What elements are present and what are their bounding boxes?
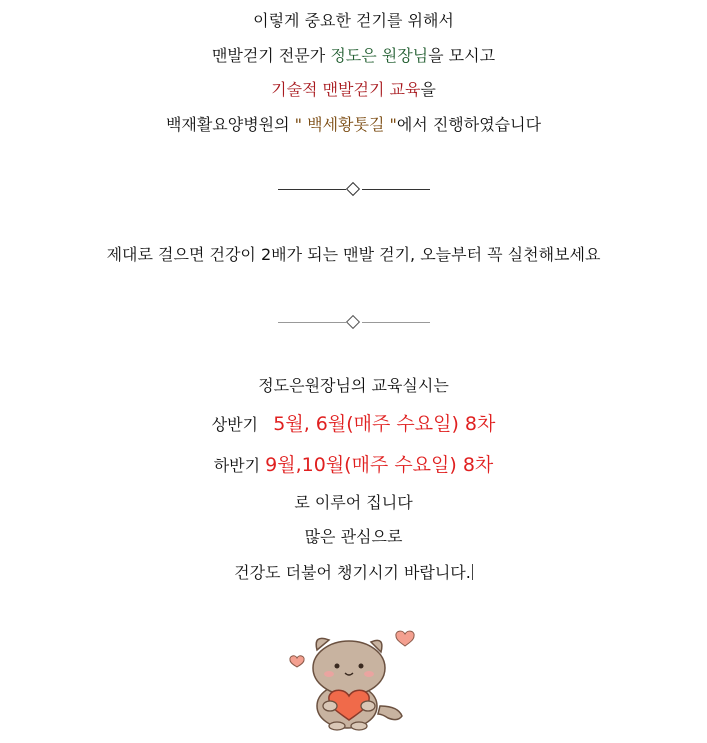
divider-1 bbox=[278, 184, 430, 196]
cat-paw-right bbox=[361, 701, 375, 711]
intro-line-2-pre: 맨발걷기 전문가 bbox=[211, 46, 331, 65]
schedule-closing-1: 로 이루어 집니다 bbox=[294, 493, 413, 512]
program-name: 기술적 맨발걷기 교육 bbox=[271, 80, 421, 99]
intro-line-2-post: 을 모시고 bbox=[428, 46, 496, 65]
divider-line-left bbox=[278, 189, 346, 190]
second-half-label: 하반기 bbox=[213, 456, 261, 475]
intro-line-4-post: 에서 진행하였습니다 bbox=[396, 115, 542, 134]
first-half-label: 상반기 bbox=[211, 415, 258, 434]
cat-cheek-right bbox=[364, 671, 374, 677]
cat-eye-left bbox=[335, 664, 340, 669]
intro-line-4-pre: 백재활요양병원의 bbox=[165, 115, 295, 134]
diamond-icon bbox=[346, 315, 360, 329]
cat-eye-right bbox=[359, 664, 364, 669]
schedule-first-half bbox=[0, 413, 707, 436]
cat-holding-heart-icon bbox=[285, 628, 415, 733]
intro-line-4 bbox=[0, 114, 707, 136]
first-half-detail: 5월, 6월(매주 수요일) 8차 bbox=[273, 413, 496, 435]
cat-cheek-left bbox=[324, 671, 334, 677]
intro-line-3 bbox=[0, 79, 707, 101]
closing-3-text: 건강도 더불어 챙기시기 바랍니다. bbox=[234, 563, 471, 582]
schedule-second-half bbox=[0, 454, 707, 477]
venue-name: " 백세황톳길 " bbox=[294, 115, 397, 134]
divider-line-right bbox=[362, 189, 430, 190]
intro-line-3-post: 을 bbox=[420, 80, 436, 99]
divider-line-right bbox=[362, 322, 430, 323]
schedule-title: 정도은원장님의 교육실시는 bbox=[258, 376, 449, 395]
floating-heart-right bbox=[396, 631, 414, 646]
divider-2 bbox=[278, 317, 430, 329]
intro-line-2 bbox=[0, 45, 707, 67]
tagline: 제대로 걸으면 건강이 2배가 되는 맨발 걷기, 오늘부터 꼭 실천해보세요 bbox=[106, 245, 601, 264]
cat-head bbox=[313, 641, 385, 695]
cat-foot-left bbox=[329, 722, 345, 730]
text-cursor bbox=[472, 564, 473, 580]
diamond-icon bbox=[346, 182, 360, 196]
intro-line-1: 이렇게 중요한 걷기를 위해서 bbox=[253, 11, 454, 30]
schedule-closing-2: 많은 관심으로 bbox=[304, 527, 403, 546]
schedule-closing-3 bbox=[0, 562, 707, 584]
divider-line-left bbox=[278, 322, 346, 323]
second-half-detail: 9월,10월(매주 수요일) 8차 bbox=[265, 454, 494, 476]
speaker-name: 정도은 원장님 bbox=[330, 46, 429, 65]
cat-foot-right bbox=[351, 722, 367, 730]
floating-heart-left bbox=[290, 656, 304, 667]
cat-tail bbox=[378, 706, 402, 720]
cat-paw-left bbox=[323, 701, 337, 711]
